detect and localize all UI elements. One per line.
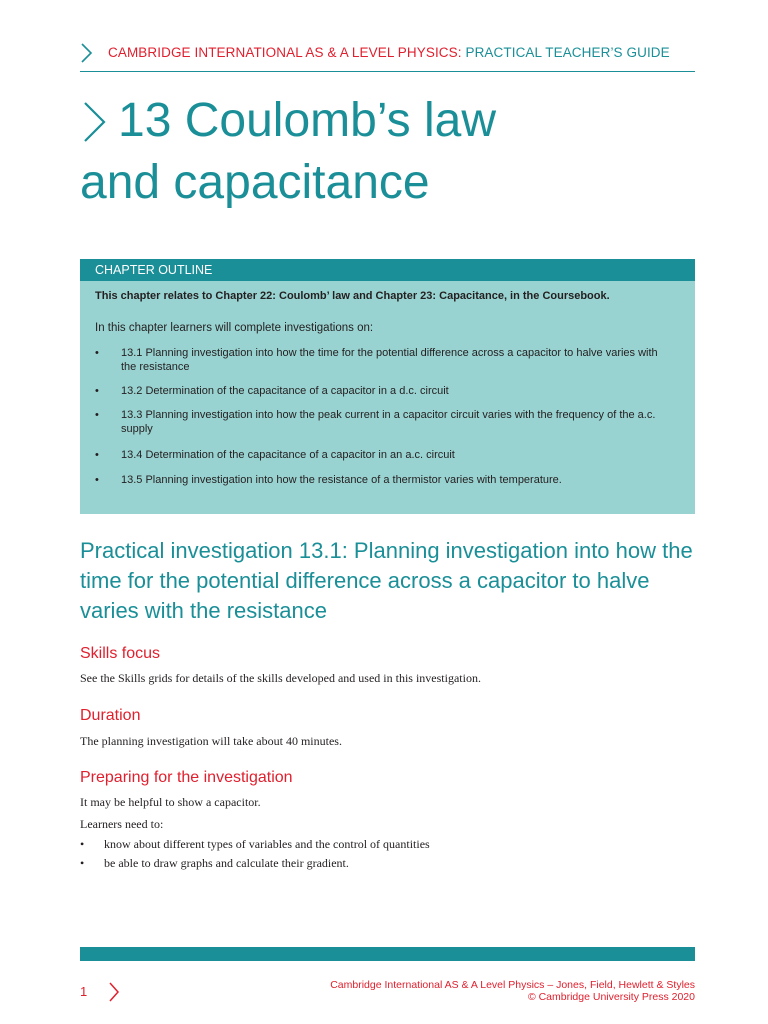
running-header: [108, 45, 670, 60]
skills-text: See the Skills grids for details of the skills developed and used in this investigation.: [80, 671, 481, 685]
chapter-title-line2: and capacitance: [80, 156, 430, 209]
section-title: Practical investigation 13.1: Planning investigation into how the time for the potential difference across a capacitor to halve varies with the resistance: [80, 538, 693, 623]
footer-bar: [80, 947, 695, 961]
outline-subtext: In this chapter learners will complete investigations on:: [95, 322, 374, 334]
page-number: 1: [80, 984, 88, 999]
footer-credit: [330, 979, 695, 1003]
duration-text: The planning investigation will take about 40 minutes.: [80, 734, 342, 748]
footer-copyright: © Cambridge University Press 2020: [527, 991, 695, 1003]
duration-heading: Duration: [80, 707, 141, 724]
header-series: CAMBRIDGE INTERNATIONAL AS & A LEVEL PHYSICS:: [108, 45, 462, 60]
bullet-icon: •: [80, 837, 85, 851]
outline-intro: This chapter relates to Chapter 22: Coulomb’ law and Chapter 23: Capacitance, in the Coursebook.: [95, 290, 610, 302]
chapter-title-line1: 13 Coulomb’s law: [118, 94, 496, 147]
chevron-right-icon: [80, 42, 94, 64]
preparing-text: Learners need to:: [80, 817, 164, 831]
chapter-title: [80, 90, 720, 214]
header-rule: [80, 71, 695, 72]
bullet-icon: •: [95, 449, 99, 461]
bullet-icon: •: [95, 474, 99, 486]
bullet-icon: •: [95, 347, 99, 359]
preparing-heading: Preparing for the investigation: [80, 769, 293, 786]
chapter-outline-heading-text: CHAPTER OUTLINE: [95, 263, 213, 277]
chevron-right-icon: [108, 981, 120, 1003]
skills-heading: Skills focus: [80, 645, 161, 662]
header-guide: PRACTICAL TEACHER’S GUIDE: [465, 45, 670, 60]
footer-credit-line: Cambridge International AS & A Level Physics – Jones, Field, Hewlett & Styles: [330, 979, 695, 991]
bullet-icon: •: [95, 409, 99, 421]
bullet-icon: •: [95, 385, 99, 397]
bullet-icon: •: [80, 856, 85, 870]
preparing-text: It may be helpful to show a capacitor.: [80, 795, 261, 809]
chapter-outline-heading: [80, 259, 695, 281]
